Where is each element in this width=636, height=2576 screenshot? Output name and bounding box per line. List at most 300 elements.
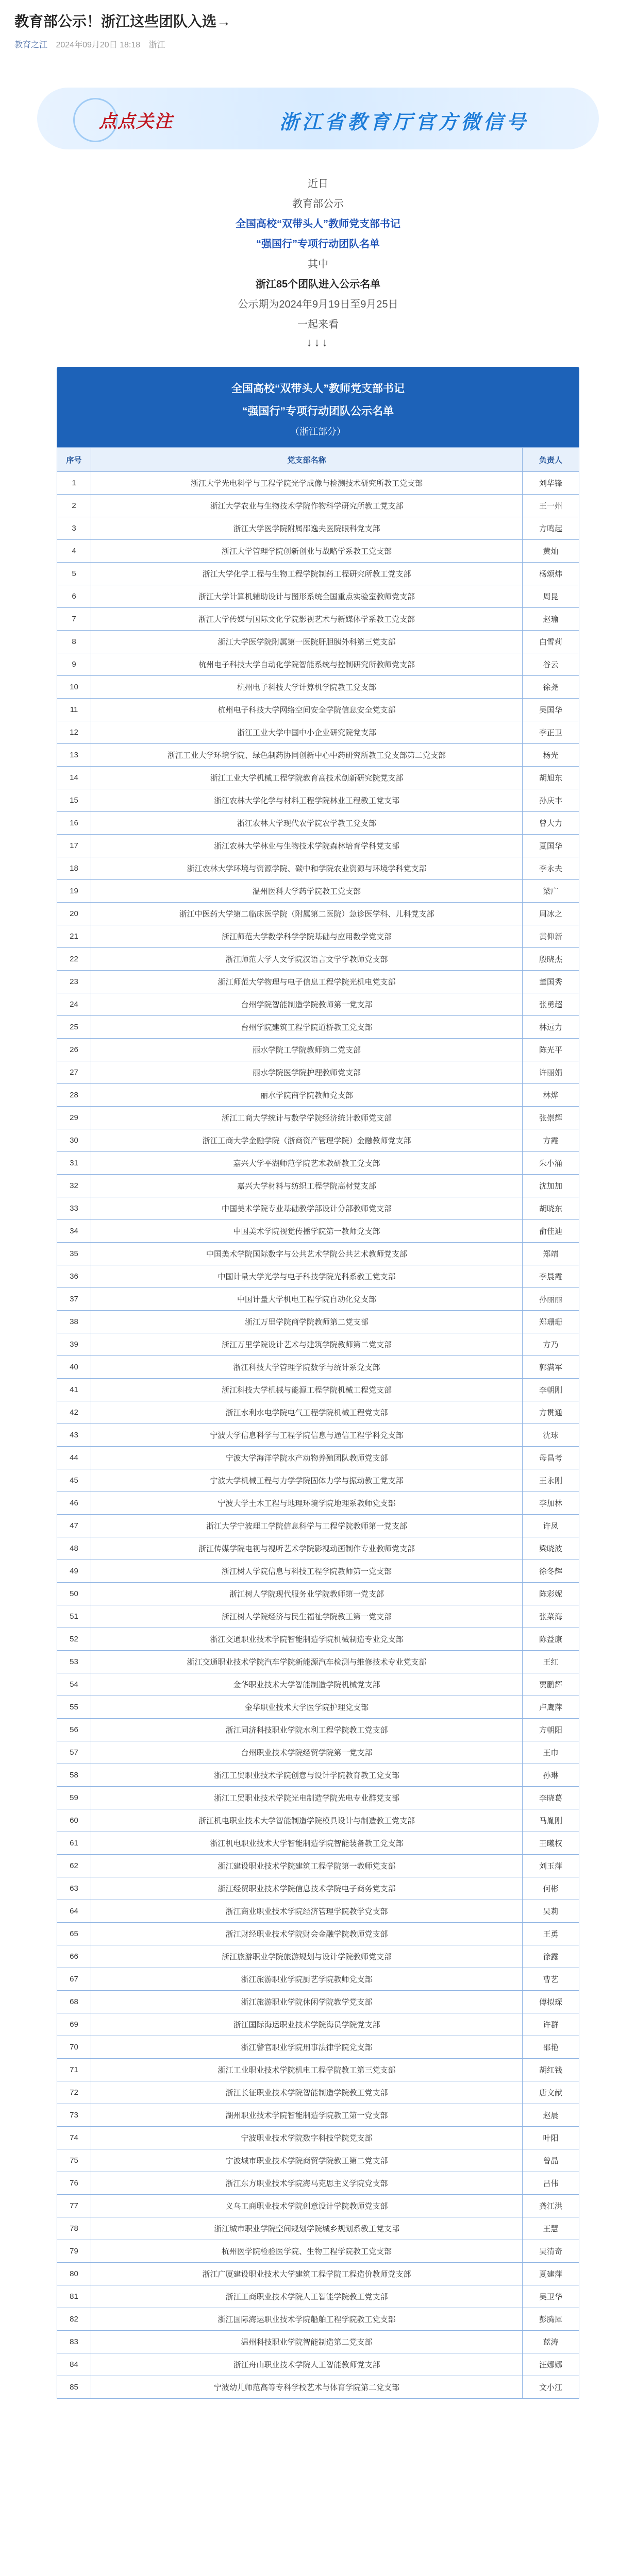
cell-leader: 李永夫 (523, 857, 579, 880)
cell-branch: 浙江师范大学人文学院汉语言文学学教师党支部 (91, 948, 523, 971)
table-row (57, 1220, 579, 1243)
cell-branch: 杭州电子科技大学自动化学院智能系统与控制研究所教师党支部 (91, 653, 523, 676)
cell-index: 13 (57, 744, 91, 767)
cell-leader: 杨颂炜 (523, 563, 579, 585)
cell-index: 56 (57, 1719, 91, 1741)
table-row (57, 1583, 579, 1605)
table-row (57, 1991, 579, 2013)
cell-leader: 邵艳 (523, 2036, 579, 2059)
cell-index: 74 (57, 2127, 91, 2149)
cell-index: 76 (57, 2172, 91, 2195)
cell-branch: 浙江工贸职业技术学院创意与设计学院教育教工党支部 (91, 1764, 523, 1787)
cell-leader: 周冰之 (523, 903, 579, 925)
cell-index: 33 (57, 1197, 91, 1220)
cell-leader: 谷云 (523, 653, 579, 676)
cell-leader: 马胤刚 (523, 1809, 579, 1832)
cell-index: 49 (57, 1560, 91, 1583)
cell-index: 71 (57, 2059, 91, 2081)
cell-index: 63 (57, 1877, 91, 1900)
cell-branch: 浙江农林大学林业与生物技术学院森林培育学科党支部 (91, 835, 523, 857)
cell-index: 55 (57, 1696, 91, 1719)
cell-index: 21 (57, 925, 91, 948)
cell-branch: 浙江舟山职业技术学院人工智能教师党支部 (91, 2353, 523, 2376)
cell-leader: 方乃 (523, 1333, 579, 1356)
cell-branch: 温州医科大学药学院教工党支部 (91, 880, 523, 903)
cell-leader: 王永刚 (523, 1469, 579, 1492)
table-row (57, 1537, 579, 1560)
cell-leader: 王一州 (523, 495, 579, 517)
cell-branch: 浙江旅游职业学院旅游规划与设计学院教师党支部 (91, 1945, 523, 1968)
cell-branch: 义乌工商职业技术学院创意设计学院教师党支部 (91, 2195, 523, 2217)
cell-branch: 台州学院建筑工程学院道桥教工党支部 (91, 1016, 523, 1039)
cell-index: 82 (57, 2308, 91, 2331)
cell-branch: 宁波城市职业技术学院商贸学院教工第二党支部 (91, 2149, 523, 2172)
cell-branch: 浙江财经职业技术学院财会金融学院教师党支部 (91, 1923, 523, 1945)
table-row (57, 1401, 579, 1424)
intro-line-highlight: “强国行”专项行动团队名单 (256, 239, 380, 250)
cell-index: 20 (57, 903, 91, 925)
cell-leader: 周昆 (523, 585, 579, 608)
cell-branch: 杭州电子科技大学计算机学院教工党支部 (91, 676, 523, 699)
cell-index: 26 (57, 1039, 91, 1061)
table-row (57, 2149, 579, 2172)
banner-account-text: 浙江省教育厅官方微信号 (279, 112, 529, 133)
cell-leader: 吴清奇 (523, 2240, 579, 2263)
cell-leader: 郭满军 (523, 1356, 579, 1379)
table-row (57, 1809, 579, 1832)
table-row (57, 1333, 579, 1356)
intro-text (0, 175, 636, 349)
table-row (57, 1719, 579, 1741)
table-row (57, 1651, 579, 1673)
table-subtitle: （浙江部分） (290, 427, 346, 437)
cell-leader: 沈加加 (523, 1175, 579, 1197)
cell-index: 29 (57, 1107, 91, 1129)
cell-index: 11 (57, 699, 91, 721)
cell-branch: 浙江交通职业技术学院汽车学院新能源汽车检测与维修技术专业党支部 (91, 1651, 523, 1673)
cell-branch: 浙江中医药大学第二临床医学院（附属第二医院）急诊医学科、儿科党支部 (91, 903, 523, 925)
cell-branch: 浙江大学管理学院创新创业与战略学系教工党支部 (91, 540, 523, 563)
follow-banner (37, 88, 599, 149)
table-row (57, 1447, 579, 1469)
cell-branch: 浙江大学光电科学与工程学院光学成像与检测技术研究所教工党支部 (91, 472, 523, 495)
table-row (57, 1356, 579, 1379)
table-row (57, 1084, 579, 1107)
cell-branch: 杭州电子科技大学网络空间安全学院信息安全党支部 (91, 699, 523, 721)
cell-branch: 浙江经贸职业技术学院信息技术学院电子商务党支部 (91, 1877, 523, 1900)
cell-leader: 孙琳 (523, 1764, 579, 1787)
table-row (57, 948, 579, 971)
table-row (57, 699, 579, 721)
cell-index: 59 (57, 1787, 91, 1809)
cell-leader: 俞佳迪 (523, 1220, 579, 1243)
table-row (57, 2127, 579, 2149)
cell-leader: 何彬 (523, 1877, 579, 1900)
table-row (57, 608, 579, 631)
intro-line: 近日 (308, 178, 328, 190)
cell-branch: 浙江工商大学金融学院（浙商资产管理学院）金融教师党支部 (91, 1129, 523, 1152)
cell-leader: 郑珊珊 (523, 1311, 579, 1333)
cell-leader: 张崇辉 (523, 1107, 579, 1129)
cell-index: 58 (57, 1764, 91, 1787)
cell-leader: 王曦权 (523, 1832, 579, 1855)
cell-index: 16 (57, 812, 91, 835)
cell-leader: 殷晓杰 (523, 948, 579, 971)
author-link[interactable]: 教育之江 (14, 41, 48, 49)
table-row (57, 857, 579, 880)
cell-index: 42 (57, 1401, 91, 1424)
intro-line-highlight: 全国高校“双带头人”教师党支部书记 (236, 218, 400, 230)
cell-index: 75 (57, 2149, 91, 2172)
table-row (57, 495, 579, 517)
table-row (57, 880, 579, 903)
cell-branch: 浙江工贸职业技术学院光电制造学院光电专业群党支部 (91, 1787, 523, 1809)
cell-branch: 浙江大学农业与生物技术学院作物科学研究所教工党支部 (91, 495, 523, 517)
table-row (57, 1787, 579, 1809)
cell-index: 35 (57, 1243, 91, 1265)
intro-line: 一起来看 (297, 319, 339, 330)
cell-branch: 浙江警官职业学院刑事法律学院党支部 (91, 2036, 523, 2059)
cell-index: 67 (57, 1968, 91, 1991)
cell-index: 80 (57, 2263, 91, 2285)
cell-leader: 李朝刚 (523, 1379, 579, 1401)
table-row (57, 1311, 579, 1333)
table-row (57, 631, 579, 653)
intro-line: 教育部公示 (292, 198, 344, 210)
cell-index: 14 (57, 767, 91, 789)
cell-leader: 林远力 (523, 1016, 579, 1039)
table-row (57, 1855, 579, 1877)
banner-follow-text: 点点关注 (99, 112, 173, 131)
cell-index: 24 (57, 993, 91, 1016)
cell-branch: 浙江机电职业技术大学智能制造学院智能装备教工党支部 (91, 1832, 523, 1855)
table-row (57, 676, 579, 699)
cell-leader: 徐露 (523, 1945, 579, 1968)
table-row (57, 1243, 579, 1265)
cell-branch: 嘉兴大学材料与纺织工程学院高材党支部 (91, 1175, 523, 1197)
cell-branch: 浙江交通职业技术学院智能制造学院机械制造专业党支部 (91, 1628, 523, 1651)
table-row (57, 1197, 579, 1220)
cell-leader: 唐文献 (523, 2081, 579, 2104)
cell-branch: 中国美术学院视觉传播学院第一教师党支部 (91, 1220, 523, 1243)
cell-leader: 胡红钱 (523, 2059, 579, 2081)
table-row (57, 2331, 579, 2353)
cell-branch: 丽水学院工学院教师第二党支部 (91, 1039, 523, 1061)
table-row (57, 1129, 579, 1152)
cell-branch: 浙江大学医学院附属邵逸夫医院眼科党支部 (91, 517, 523, 540)
cell-leader: 黄仰新 (523, 925, 579, 948)
table-row (57, 2353, 579, 2376)
cell-index: 37 (57, 1288, 91, 1311)
table-title-line: “强国行”专项行动团队公示名单 (242, 405, 394, 417)
cell-leader: 白雪莉 (523, 631, 579, 653)
cell-leader: 吴莉 (523, 1900, 579, 1923)
cell-index: 68 (57, 1991, 91, 2013)
article-header (0, 0, 636, 62)
cell-leader: 陈光平 (523, 1039, 579, 1061)
cell-index: 5 (57, 563, 91, 585)
cell-leader: 方朝阳 (523, 1719, 579, 1741)
table-row (57, 1923, 579, 1945)
article-title: 教育部公示！浙江这些团队入选→ (14, 13, 231, 29)
cell-index: 28 (57, 1084, 91, 1107)
cell-leader: 吕伟 (523, 2172, 579, 2195)
cell-branch: 浙江水利水电学院电气工程学院机械工程党支部 (91, 1401, 523, 1424)
table-row (57, 1492, 579, 1515)
cell-leader: 彭腾犀 (523, 2308, 579, 2331)
cell-branch: 浙江国际海运职业技术学院海员学院党支部 (91, 2013, 523, 2036)
table-row (57, 1152, 579, 1175)
table-row (57, 1968, 579, 1991)
cell-branch: 浙江工业大学中国中小企业研究院党支部 (91, 721, 523, 744)
cell-branch: 丽水学院医学院护理教师党支部 (91, 1061, 523, 1084)
cell-index: 69 (57, 2013, 91, 2036)
table-row (57, 1900, 579, 1923)
table-row (57, 1379, 579, 1401)
cell-leader: 母昌考 (523, 1447, 579, 1469)
cell-leader: 蓝涛 (523, 2331, 579, 2353)
cell-index: 27 (57, 1061, 91, 1084)
cell-leader: 林烨 (523, 1084, 579, 1107)
cell-index: 48 (57, 1537, 91, 1560)
cell-branch: 浙江大学宁波理工学院信息科学与工程学院教师第一党支部 (91, 1515, 523, 1537)
cell-leader: 孙丽丽 (523, 1288, 579, 1311)
cell-branch: 金华职业技术大学智能制造学院机械党支部 (91, 1673, 523, 1696)
table-row (57, 2013, 579, 2036)
table-row (57, 1560, 579, 1583)
cell-index: 7 (57, 608, 91, 631)
cell-index: 39 (57, 1333, 91, 1356)
cell-branch: 浙江农林大学现代农学院农学教工党支部 (91, 812, 523, 835)
table-row (57, 2263, 579, 2285)
team-table (57, 447, 579, 2399)
cell-leader: 陈益康 (523, 1628, 579, 1651)
cell-branch: 浙江长征职业技术学院智能制造学院教工党支部 (91, 2081, 523, 2104)
cell-index: 45 (57, 1469, 91, 1492)
cell-leader: 夏国华 (523, 835, 579, 857)
cell-leader: 梁广 (523, 880, 579, 903)
table-row (57, 812, 579, 835)
cell-branch: 浙江机电职业技术大学智能制造学院模具设计与制造教工党支部 (91, 1809, 523, 1832)
cell-index: 19 (57, 880, 91, 903)
table-row (57, 2081, 579, 2104)
cell-leader: 沈球 (523, 1424, 579, 1447)
cell-leader: 黄灿 (523, 540, 579, 563)
publish-region: 浙江 (148, 41, 165, 49)
cell-index: 78 (57, 2217, 91, 2240)
cell-leader: 李晓葛 (523, 1787, 579, 1809)
cell-index: 10 (57, 676, 91, 699)
cell-index: 34 (57, 1220, 91, 1243)
cell-index: 72 (57, 2081, 91, 2104)
cell-leader: 方鸣起 (523, 517, 579, 540)
cell-leader: 杨光 (523, 744, 579, 767)
table-row (57, 971, 579, 993)
table-row (57, 1016, 579, 1039)
cell-branch: 中国计量大学光学与电子科技学院光科系教工党支部 (91, 1265, 523, 1288)
cell-branch: 宁波大学机械工程与力学学院固体力学与振动教工党支部 (91, 1469, 523, 1492)
cell-branch: 浙江商业职业技术学院经济管理学院教学党支部 (91, 1900, 523, 1923)
cell-index: 50 (57, 1583, 91, 1605)
cell-index: 23 (57, 971, 91, 993)
table-row (57, 540, 579, 563)
cell-leader: 赵瑜 (523, 608, 579, 631)
cell-index: 36 (57, 1265, 91, 1288)
cell-leader: 李晨霞 (523, 1265, 579, 1288)
table-row (57, 1265, 579, 1288)
table-row (57, 1107, 579, 1129)
table-row (57, 1628, 579, 1651)
cell-leader: 王红 (523, 1651, 579, 1673)
intro-line: 公示期为2024年9月19日至9月25日 (238, 299, 398, 310)
cell-leader: 傅拟琛 (523, 1991, 579, 2013)
cell-branch: 浙江传媒学院电视与视听艺术学院影视动画制作专业教师党支部 (91, 1537, 523, 1560)
down-arrows-icon: ↓↓↓ (306, 336, 330, 349)
table-row (57, 1039, 579, 1061)
cell-branch: 浙江树人学院现代服务业学院教师第一党支部 (91, 1583, 523, 1605)
cell-leader: 王慧 (523, 2217, 579, 2240)
cell-index: 40 (57, 1356, 91, 1379)
cell-leader: 卢鹰萍 (523, 1696, 579, 1719)
cell-leader: 曹艺 (523, 1968, 579, 1991)
cell-branch: 宁波职业技术学院数字科技学院党支部 (91, 2127, 523, 2149)
table-row (57, 1288, 579, 1311)
article-meta (14, 38, 622, 50)
cell-leader: 叶阳 (523, 2127, 579, 2149)
cell-index: 64 (57, 1900, 91, 1923)
cell-index: 47 (57, 1515, 91, 1537)
table-row (57, 2059, 579, 2081)
table-row (57, 1741, 579, 1764)
cell-leader: 李加林 (523, 1492, 579, 1515)
cell-branch: 浙江万里学院设计艺术与建筑学院教师第二党支部 (91, 1333, 523, 1356)
table-row (57, 563, 579, 585)
cell-index: 12 (57, 721, 91, 744)
cell-branch: 浙江树人学院经济与民生福祉学院教工第一党支部 (91, 1605, 523, 1628)
cell-branch: 浙江工商职业技术学院人工智能学院教工党支部 (91, 2285, 523, 2308)
cell-leader: 胡晓东 (523, 1197, 579, 1220)
cell-branch: 浙江大学计算机辅助设计与图形系统全国重点实验室教师党支部 (91, 585, 523, 608)
cell-branch: 浙江树人学院信息与科技工程学院教师第一党支部 (91, 1560, 523, 1583)
cell-branch: 杭州医学院检验医学院、生物工程学院教工党支部 (91, 2240, 523, 2263)
cell-index: 38 (57, 1311, 91, 1333)
cell-leader: 龚江洪 (523, 2195, 579, 2217)
cell-index: 17 (57, 835, 91, 857)
table-row (57, 744, 579, 767)
cell-branch: 浙江旅游职业学院厨艺学院教师党支部 (91, 1968, 523, 1991)
cell-branch: 浙江广厦建设职业技术大学建筑工程学院工程造价教师党支部 (91, 2263, 523, 2285)
cell-branch: 浙江东方职业技术学院海马克思主义学院党支部 (91, 2172, 523, 2195)
cell-branch: 浙江农林大学环境与资源学院、碳中和学院农业资源与环境学科党支部 (91, 857, 523, 880)
table-row (57, 1175, 579, 1197)
cell-index: 32 (57, 1175, 91, 1197)
cell-leader: 徐尧 (523, 676, 579, 699)
cell-index: 51 (57, 1605, 91, 1628)
table-row (57, 1945, 579, 1968)
cell-branch: 浙江城市职业学院空间规划学院城乡规划系教工党支部 (91, 2217, 523, 2240)
cell-leader: 梁晓波 (523, 1537, 579, 1560)
cell-branch: 宁波大学海洋学院水产动物养殖团队教师党支部 (91, 1447, 523, 1469)
column-header-leader: 负责人 (523, 448, 579, 472)
cell-index: 83 (57, 2331, 91, 2353)
cell-index: 43 (57, 1424, 91, 1447)
cell-branch: 宁波大学土木工程与地理环境学院地理系教师党支部 (91, 1492, 523, 1515)
column-header-branch: 党支部名称 (91, 448, 523, 472)
table-title-line: 全国高校“双带头人”教师党支部书记 (231, 383, 405, 395)
table-row (57, 1696, 579, 1719)
cell-index: 22 (57, 948, 91, 971)
cell-leader: 刘玉萍 (523, 1855, 579, 1877)
cell-branch: 中国美术学院国际数字与公共艺术学院公共艺术教师党支部 (91, 1243, 523, 1265)
table-row (57, 1515, 579, 1537)
cell-leader: 郑靖 (523, 1243, 579, 1265)
table-row (57, 1469, 579, 1492)
cell-index: 1 (57, 472, 91, 495)
cell-leader: 贾鹏辉 (523, 1673, 579, 1696)
cell-index: 2 (57, 495, 91, 517)
cell-branch: 浙江科技大学机械与能源工程学院机械工程党支部 (91, 1379, 523, 1401)
cell-branch: 浙江工业大学机械工程学院教育高技术创新研究院党支部 (91, 767, 523, 789)
cell-leader: 李正卫 (523, 721, 579, 744)
intro-line-bold: 浙江85个团队进入公示名单 (255, 279, 381, 290)
cell-index: 81 (57, 2285, 91, 2308)
cell-branch: 浙江同济科技职业学院水利工程学院教工党支部 (91, 1719, 523, 1741)
cell-branch: 浙江建设职业技术学院建筑工程学院第一教师党支部 (91, 1855, 523, 1877)
table-row (57, 925, 579, 948)
table-row (57, 2195, 579, 2217)
cell-branch: 浙江大学传媒与国际文化学院影视艺术与新媒体学系教工党支部 (91, 608, 523, 631)
cell-index: 31 (57, 1152, 91, 1175)
cell-branch: 浙江旅游职业学院休闲学院教学党支部 (91, 1991, 523, 2013)
team-list-table (57, 367, 579, 2399)
table-row (57, 1764, 579, 1787)
cell-index: 3 (57, 517, 91, 540)
cell-index: 70 (57, 2036, 91, 2059)
cell-leader: 方贯通 (523, 1401, 579, 1424)
cell-branch: 浙江工业大学环境学院、绿色制药协同创新中心中药研究所教工党支部第二党支部 (91, 744, 523, 767)
cell-leader: 汪娜娜 (523, 2353, 579, 2376)
cell-index: 18 (57, 857, 91, 880)
cell-branch: 中国美术学院专业基础教学部设计分部教师党支部 (91, 1197, 523, 1220)
cell-index: 46 (57, 1492, 91, 1515)
cell-index: 60 (57, 1809, 91, 1832)
cell-index: 66 (57, 1945, 91, 1968)
table-row (57, 517, 579, 540)
cell-leader: 朱小涌 (523, 1152, 579, 1175)
cell-branch: 金华职业技术大学医学院护理党支部 (91, 1696, 523, 1719)
cell-index: 84 (57, 2353, 91, 2376)
column-header-index: 序号 (57, 448, 91, 472)
cell-index: 73 (57, 2104, 91, 2127)
cell-branch: 浙江大学医学院附属第一医院肝胆胰外科第三党支部 (91, 631, 523, 653)
table-row (57, 1673, 579, 1696)
cell-index: 25 (57, 1016, 91, 1039)
cell-leader: 孙庆丰 (523, 789, 579, 812)
table-row (57, 2285, 579, 2308)
cell-index: 57 (57, 1741, 91, 1764)
cell-index: 85 (57, 2376, 91, 2399)
cell-index: 79 (57, 2240, 91, 2263)
cell-leader: 刘华锋 (523, 472, 579, 495)
table-row (57, 1061, 579, 1084)
cell-branch: 浙江师范大学数学科学学院基础与应用数学党支部 (91, 925, 523, 948)
cell-leader: 赵晨 (523, 2104, 579, 2127)
cell-index: 54 (57, 1673, 91, 1696)
cell-leader: 方霞 (523, 1129, 579, 1152)
cell-leader: 曾大力 (523, 812, 579, 835)
cell-leader: 许群 (523, 2013, 579, 2036)
cell-branch: 台州学院智能制造学院教师第一党支部 (91, 993, 523, 1016)
